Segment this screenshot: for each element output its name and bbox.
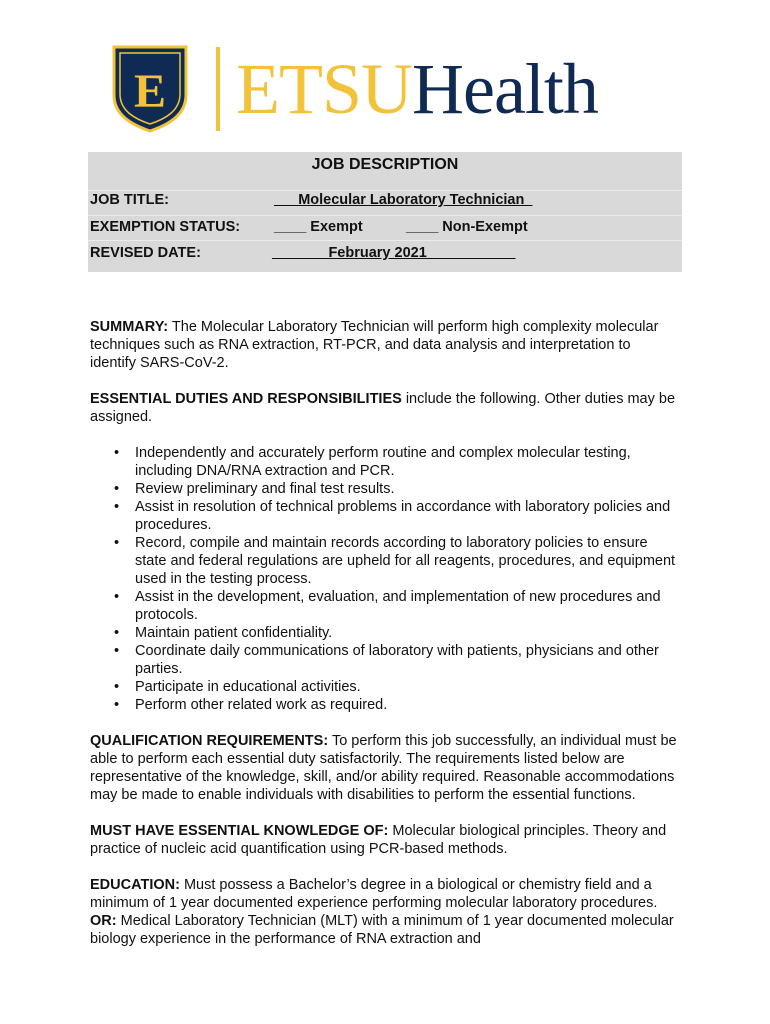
duty-text: Maintain patient confidentiality. xyxy=(135,625,333,641)
document-body xyxy=(90,318,680,966)
summary-section xyxy=(90,318,680,372)
duty-text: Assist in the development, evaluation, and implementation of new procedures and protocols. xyxy=(135,589,661,623)
summary-text: The Molecular Laboratory Technician will perform high complexity molecular techniques such as RNA extraction, RT-PCR, and data analysis and interpretation to identify SARS-CoV-2. xyxy=(90,319,659,371)
etsu-health-logo xyxy=(112,45,672,133)
duties-intro: include the following. Other duties may be assigned. xyxy=(90,391,676,425)
bullet-icon: • xyxy=(114,625,120,641)
list-item xyxy=(90,534,680,588)
duty-text: Record, compile and maintain records according to laboratory policies to ensure state and federal regulations are upheld for all reagents, procedures, and equipment used in the testing process. xyxy=(135,535,676,587)
bullet-icon: • xyxy=(114,535,120,551)
wordmark-health: Health xyxy=(412,49,598,129)
list-item xyxy=(90,498,680,534)
bullet-icon: • xyxy=(114,589,120,605)
revised-date-label: REVISED DATE: xyxy=(90,245,201,261)
bullet-icon: • xyxy=(114,643,120,659)
education-or-label: OR: xyxy=(90,913,117,929)
duties-section xyxy=(90,390,680,426)
job-description-title: JOB DESCRIPTION xyxy=(311,156,459,173)
duties-list xyxy=(90,444,680,714)
revised-date-value: _______February 2021___________ xyxy=(272,245,516,261)
bullet-icon: • xyxy=(114,499,120,515)
revised-date-row xyxy=(88,242,682,264)
knowledge-text: Molecular biological principles. Theory and practice of nucleic acid quantification using PCR-based methods. xyxy=(90,823,667,857)
non-exempt-option: ____ Non-Exempt xyxy=(406,219,528,235)
list-item xyxy=(90,678,680,696)
education-heading: EDUCATION: xyxy=(90,877,180,893)
knowledge-section xyxy=(90,822,680,858)
qualification-text: To perform this job successfully, an individual must be able to perform each essential duty satisfactorily. The requirements listed below are representative of the knowledge, skill, and/or ability required. Reasonable accommodations may be made to enable individuals with disabilities to perform the essential functions. xyxy=(90,733,677,803)
duty-text: Coordinate daily communications of laboratory with patients, physicians and other parties. xyxy=(135,643,659,677)
wordmark xyxy=(236,45,598,133)
duty-text: Independently and accurately perform routine and complex molecular testing, including DNA/RNA extraction and PCR. xyxy=(135,445,631,479)
list-item xyxy=(90,480,680,498)
duty-text: Assist in resolution of technical problems in accordance with laboratory policies and procedures. xyxy=(135,499,671,533)
divider xyxy=(88,240,682,241)
list-item xyxy=(90,642,680,678)
knowledge-heading: MUST HAVE ESSENTIAL KNOWLEDGE OF: xyxy=(90,823,389,839)
job-title-value: ___Molecular Laboratory Technician_ xyxy=(274,192,533,208)
qualification-section xyxy=(90,732,680,804)
bullet-icon: • xyxy=(114,481,120,497)
job-title-row xyxy=(88,189,682,211)
education-text-continued: Medical Laboratory Technician (MLT) with a minimum of 1 year documented molecular biology experience in the performance of RNA extraction and xyxy=(90,913,674,947)
bullet-icon: • xyxy=(114,445,120,461)
bullet-icon: • xyxy=(114,697,120,713)
duty-text: Perform other related work as required. xyxy=(135,697,388,713)
etsu-shield-icon xyxy=(112,45,188,133)
education-section xyxy=(90,876,680,948)
qualification-heading: QUALIFICATION REQUIREMENTS: xyxy=(90,733,329,749)
duties-heading: ESSENTIAL DUTIES AND RESPONSIBILITIES xyxy=(90,391,402,407)
exemption-status-label: EXEMPTION STATUS: xyxy=(90,219,241,235)
bullet-icon: • xyxy=(114,679,120,695)
list-item xyxy=(90,588,680,624)
duty-text: Review preliminary and final test results. xyxy=(135,481,395,497)
exemption-status-row xyxy=(88,216,682,238)
job-title-label: JOB TITLE: xyxy=(90,192,169,208)
job-description-header xyxy=(88,152,682,272)
education-text: Must possess a Bachelor’s degree in a biological or chemistry field and a minimum of 1 year documented experience performing molecular laboratory procedures. xyxy=(90,877,658,911)
list-item xyxy=(90,696,680,714)
exempt-option: ____ Exempt xyxy=(274,219,363,235)
shield-letter: E xyxy=(133,65,167,118)
wordmark-etsu: ETSU xyxy=(236,49,412,129)
list-item xyxy=(90,624,680,642)
logo-divider xyxy=(216,47,220,131)
duty-text: Participate in educational activities. xyxy=(135,679,361,695)
summary-heading: SUMMARY: xyxy=(90,319,169,335)
list-item xyxy=(90,444,680,480)
